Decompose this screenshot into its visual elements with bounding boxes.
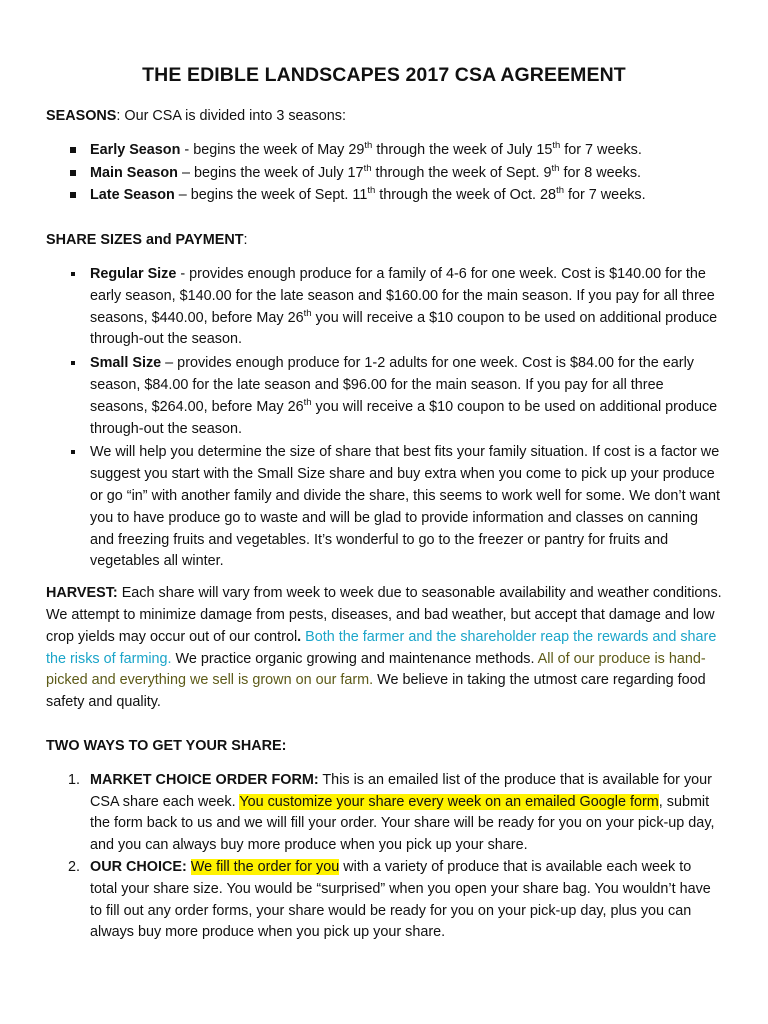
share-sizes-list xyxy=(46,264,722,573)
season-name: Main Season xyxy=(90,164,178,181)
way-item: 2. OUR CHOICE: We fill the order for you with a variety of produce that is available each week to total your share size. You would be “surprised” when you open your share bag. You wouldn’t have to fill out any order forms, your share would be ready for you on your pick-up day, plus you can always buy more produce when you pick up your share. xyxy=(68,858,711,941)
share-sizes-heading: SHARE SIZES and PAYMENT: xyxy=(46,232,248,249)
share-item-help: We will help you determine the size of share that best fits your family situation. If cost is a factor we suggest you start with the Small Size share and buy extra when you come to pick up your produce or go “in” with another family and divide the share, this seems to work well for some. We don’t want you to have produce go to waste and will be glad to provide information and classes on canning and freezing fruits and vegetables. It’s wonderful to go to the freezer or pantry for fruits and vegetables all winter. xyxy=(46,442,722,573)
season-item: Main Season – begins the week of July 17th through the week of Sept. 9th for 8 weeks. xyxy=(46,163,722,185)
way-name: OUR CHOICE: xyxy=(90,858,187,875)
share-name: Small Size xyxy=(90,355,162,372)
season-name: Late Season xyxy=(90,187,175,204)
season-item: Early Season - begins the week of May 29th through the week of July 15th for 7 weeks. xyxy=(46,140,722,162)
document-title: THE EDIBLE LANDSCAPES 2017 CSA AGREEMENT xyxy=(142,64,626,86)
harvest-paragraph: HARVEST: Each share will vary from week to week due to seasonable availability and weather conditions. We attempt to minimize damage from pests, diseases, and bad weather, but accept that damage and low crop yields may occur out of our control. Both the farmer and the shareholder reap the rewards and share the risks of farming. We practice organic growing and maintenance methods. All of our produce is hand-picked and everything we sell is grown on our farm. We believe in taking the utmost care regarding food safety and quality. xyxy=(46,585,722,711)
harvest-label: HARVEST: xyxy=(46,585,118,602)
harvest-farm-statement: All of our produce is hand-picked and everything we sell is grown on our farm. xyxy=(46,650,706,689)
harvest-risk-statement: Both the farmer and the shareholder reap the rewards and share the risks of farming. xyxy=(46,628,717,667)
share-sizes-label: SHARE SIZES and PAYMENT xyxy=(46,232,244,249)
seasons-label: SEASONS xyxy=(46,108,117,124)
highlighted-text: We fill the order for you xyxy=(190,858,340,875)
seasons-intro: : Our CSA is divided into 3 seasons: xyxy=(116,108,346,124)
season-item: Late Season – begins the week of Sept. 11th through the week of Oct. 28th for 7 weeks. xyxy=(46,185,722,207)
highlighted-text: You customize your share every week on an emailed Google form xyxy=(239,793,659,810)
season-name: Early Season xyxy=(90,141,181,158)
two-ways-list xyxy=(46,770,722,944)
two-ways-heading: TWO WAYS TO GET YOUR SHARE: xyxy=(46,737,287,754)
way-name: MARKET CHOICE ORDER FORM: xyxy=(90,771,319,788)
share-item-small: Small Size – provides enough produce for 1-2 adults for one week. Cost is $84.00 for the early season, $84.00 for the late season and $96.00 for the main season. If you pay for all three seasons, $264.00, before May 26th you will receive a $10 coupon to be used on additional produce through-out the season. xyxy=(46,353,722,440)
way-item: 1. MARKET CHOICE ORDER FORM: This is an emailed list of the produce that is available for your CSA share each week. You customize your share every week on an emailed Google form, submit the form back to us and we will fill your order. Your share will be ready for you on your pick-up day, and you can always buy more produce when you pick up your share. xyxy=(68,771,715,854)
share-item-regular: Regular Size - provides enough produce for a family of 4-6 for one week. Cost is $140.00 for the early season, $140.00 for the late season and $160.00 for the main season. If you pay for all three seasons, $440.00, before May 26th you will receive a $10 coupon to be used on additional produce through-out the season. xyxy=(46,264,722,351)
seasons-list xyxy=(46,140,722,207)
seasons-heading xyxy=(46,106,722,128)
share-name: Regular Size xyxy=(90,265,177,282)
